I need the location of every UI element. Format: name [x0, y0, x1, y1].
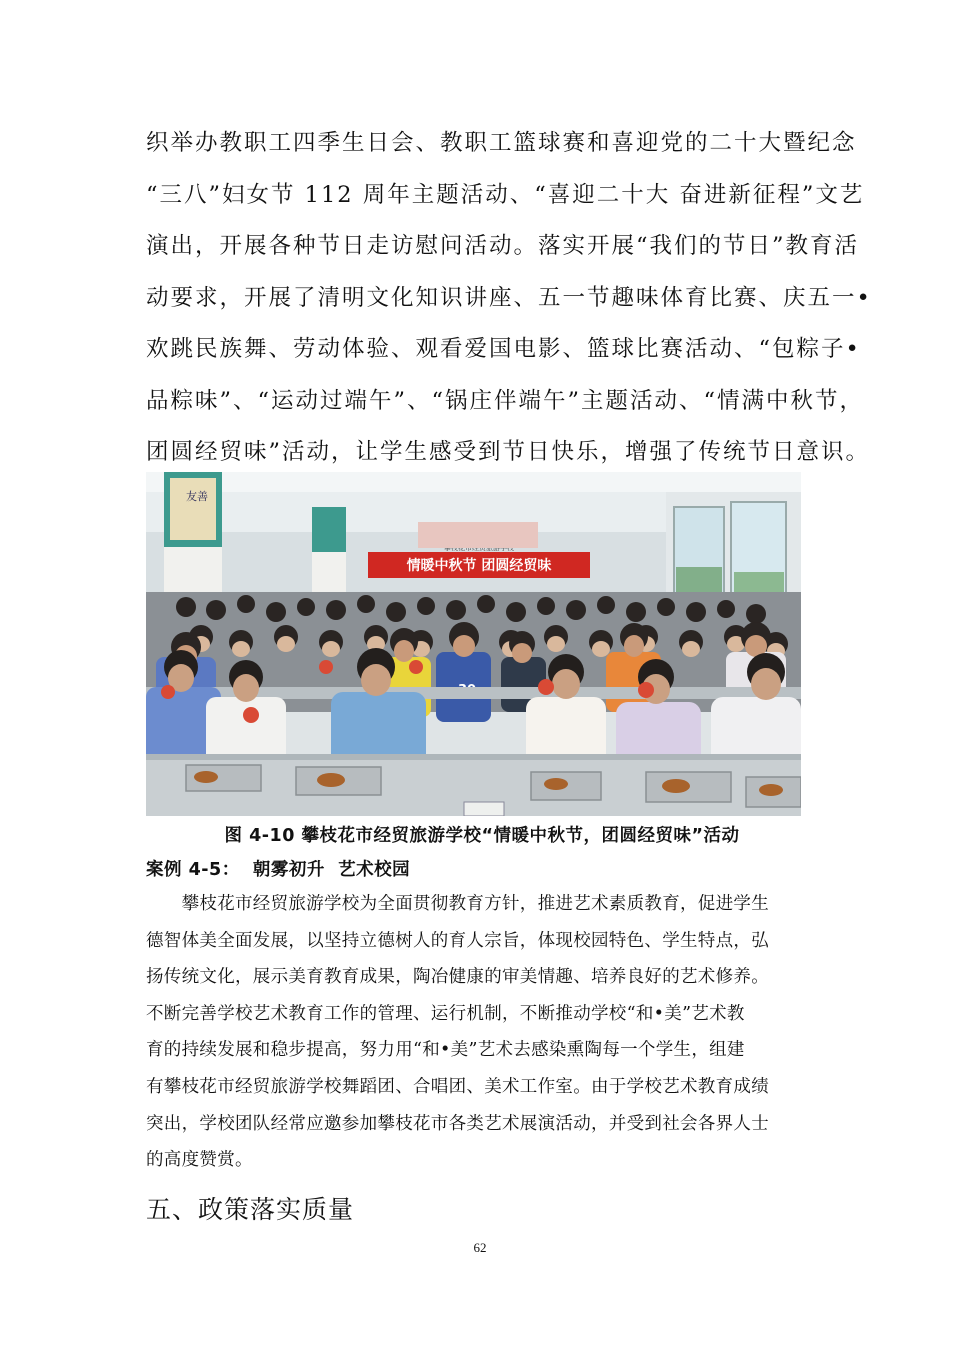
paragraph-line: 团圆经贸味”活动，让学生感受到节日快乐，增强了传统节日意识。 [146, 439, 871, 465]
paragraph-line: 育的持续发展和稳步提高，努力用“和•美”艺术去感染熏陶每一个学生，组建 [146, 1040, 745, 1061]
case-title: 案例 4-5： 朝雾初升 艺术校园 [146, 860, 411, 880]
paragraph-line: 品粽味”、“运动过端午”、“锅庄伴端午”主题活动、“情满中秋节， [146, 387, 865, 414]
paragraph-line: 欢跳民族舞、劳动体验、观看爱国电影、篮球比赛活动、“包粽子• [146, 336, 861, 362]
pillar-text: 友善 [186, 490, 208, 503]
paragraph-line: 扬传统文化，展示美育教育成果，陶冶健康的审美情趣、培养良好的艺术修养。 [146, 967, 769, 988]
paragraph-line: 演出，开展各种节日走访慰问活动。落实开展“我们的节日”教育活 [146, 233, 860, 259]
paragraph-line: 的高度赞赏。 [146, 1150, 253, 1171]
paragraph-line: 织举办教职工四季生日会、教职工篮球赛和喜迎党的二十大暨纪念 [146, 130, 857, 156]
paragraph-line: “三八”妇女节 112 周年主题活动、“喜迎二十大 奋进新征程”文艺 [146, 181, 865, 208]
section-heading: 五、政策落实质量 [146, 1195, 355, 1224]
banner-text: 情暖中秋节 团圆经贸味 [406, 558, 552, 574]
paragraph-line: 德智体美全面发展，以坚持立德树人的育人宗旨，体现校园特色、学生特点，弘 [146, 930, 769, 951]
body-paragraph-1 [146, 118, 872, 479]
figure-caption: 图 4-10 攀枝花市经贸旅游学校“情暖中秋节，团圆经贸味”活动 [224, 826, 740, 846]
paragraph-line: 有攀枝花市经贸旅游学校舞蹈团、合唱团、美术工作室。由于学校艺术教育成绩 [146, 1076, 769, 1097]
event-photo [146, 472, 801, 816]
paragraph-line: 动要求，开展了清明文化知识讲座、五一节趣味体育比赛、庆五一• [146, 284, 872, 311]
paragraph-line: 攀枝花市经贸旅游学校为全面贯彻教育方针，推进艺术素质教育，促进学生 [146, 894, 769, 914]
body-paragraph-2 [146, 886, 818, 1179]
page-number: 62 [473, 1240, 487, 1255]
paragraph-line: 突出，学校团队经常应邀参加攀枝花市各类艺术展演活动，并受到社会各界人士 [146, 1113, 769, 1134]
paragraph-line: 不断完善学校艺术教育工作的管理、运行机制，不断推动学校“和•美”艺术教 [146, 1003, 745, 1024]
